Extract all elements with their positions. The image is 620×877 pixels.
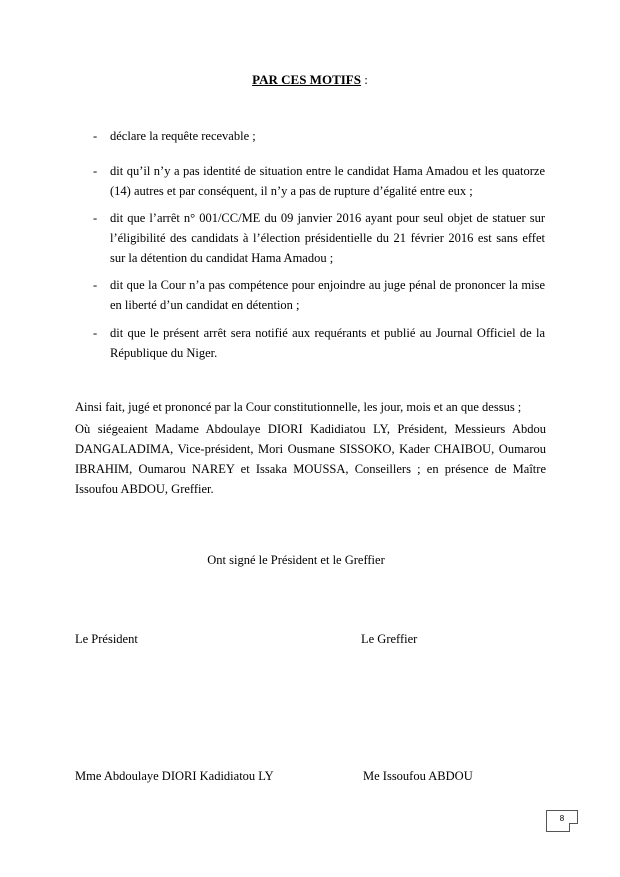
- closing-composition: Où siégeaient Madame Abdoulaye DIORI Kadidiatou LY, Président, Messieurs Abdou DANGALADIMA, Vice-président, Mori Ousmane SISSOKO, Kader CHAIBOU, Oumarou IBRAHIM, Oumarou NAREY et Issaka MOUSSA, Conseillers ; en présence de Maître Issoufou ABDOU, Greffier.: [75, 422, 546, 496]
- list-item-text: dit que l’arrêt n° 001/CC/ME du 09 janvier 2016 ayant pour seul objet de statuer sur l’éligibilité des candidats à l’élection présidentielle du 21 février 2016 est sans effet sur la détention du candidat Hama Amadou ;: [110, 211, 545, 265]
- page-fold-icon: [569, 823, 578, 832]
- page-number-box: [546, 810, 578, 832]
- list-dash: -: [93, 164, 98, 178]
- heading-suffix: :: [360, 72, 368, 87]
- heading-title: PAR CES MOTIFS: [252, 72, 361, 87]
- closing-ainsi: Ainsi fait, jugé et prononcé par la Cour constitutionnelle, les jour, mois et an que dessus ;: [75, 400, 522, 414]
- list-dash: -: [93, 129, 98, 143]
- list-item: [93, 126, 545, 146]
- list-dash: -: [93, 278, 98, 292]
- list-item: [93, 323, 545, 363]
- greffier-title: Le Greffier: [361, 632, 418, 646]
- signed-statement: Ont signé le Président et le Greffier: [207, 553, 385, 567]
- list-item-text: dit qu’il n’y a pas identité de situation entre le candidat Hama Amadou et les quatorze (14) autres et par conséquent, il n’y a pas de rupture d’égalité entre eux ;: [110, 164, 545, 198]
- list-item: [93, 275, 545, 315]
- page-number: 8: [559, 814, 565, 823]
- list-item: [93, 208, 545, 268]
- president-name: Mme Abdoulaye DIORI Kadidiatou LY: [75, 769, 274, 783]
- greffier-name: Me Issoufou ABDOU: [363, 769, 473, 783]
- list-item-text: déclare la requête recevable ;: [110, 129, 256, 143]
- list-item: [93, 161, 545, 201]
- list-item-text: dit que le présent arrêt sera notifié aux requérants et publié au Journal Officiel de la République du Niger.: [110, 326, 545, 360]
- list-dash: -: [93, 326, 98, 340]
- list-dash: -: [93, 211, 98, 225]
- list-item-text: dit que la Cour n’a pas compétence pour enjoindre au juge pénal de prononcer la mise en liberté d’un candidat en détention ;: [110, 278, 545, 312]
- president-title: Le Président: [75, 632, 138, 646]
- section-heading: [0, 72, 620, 88]
